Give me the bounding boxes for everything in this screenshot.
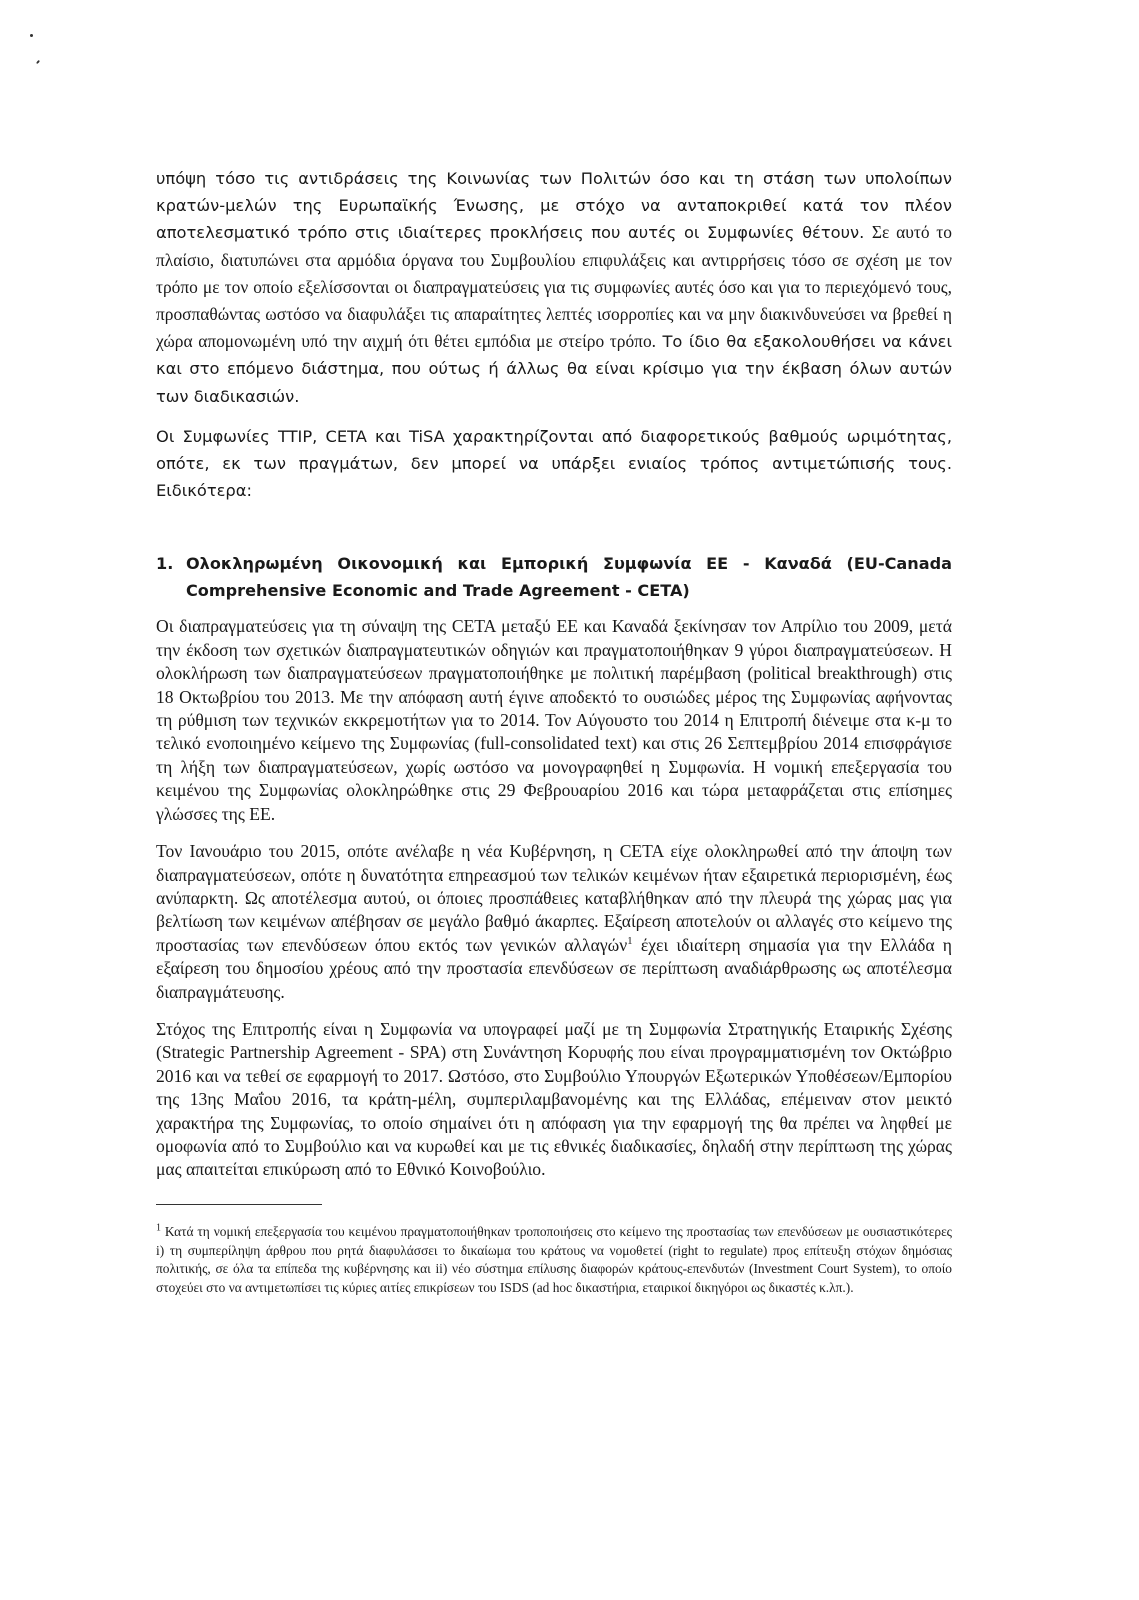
intro-paragraph-2: Οι Συμφωνίες TTIP, CETA και TiSA χαρακτηρίζονται από διαφορετικούς βαθμούς ωριμότητας, οπότε, εκ των πραγμάτων, δεν μπορεί να υπάρξει ενιαίος τρόπος αντιμετώπισής τους. Ειδικότερα: bbox=[156, 426, 952, 501]
section-heading bbox=[156, 550, 952, 604]
section-body bbox=[156, 615, 952, 1181]
intro-paragraph-1-sans: υπόψη τόσο τις αντιδράσεις της Κοινωνίας των Πολιτών όσο και τη στάση των υπολοίπων κρατών-μελών της Ευρωπαϊκής Ένωσης, με στόχο να ανταποκριθεί κατά τον πλέον αποτελεσματικό τρόπο στις ιδιαίτερες προκλήσεις που αυτές οι Συμφωνίες θέτουν. bbox=[156, 169, 952, 243]
footnote bbox=[156, 1223, 952, 1298]
footnote-text: Κατά τη νομική επεξεργασία του κειμένου πραγματοποιήθηκαν τροποποιήσεις στο κείμενο της προστασίας των επενδύσεων με ουσιαστικότερες i) τη συμπερίληψη άρθρου που ρητά διαφυλάσσει το δικαίωμα του κράτους να νομοθετεί (right to regulate) προς επίτευξη στόχων δημόσιας πολιτικής, σε όλα τα επίπεδα της κυβέρνησης και ii) νέο σύστημα επίλυσης διαφορών κράτους-επενδυτών (Investment Court System), το οποίο στοχεύει στο να αντιμετωπίσει τις κύριες αιτίες επικρίσεων του ISDS (ad hoc δικαστήρια, εταιρικοί δικηγόροι ως δικαστές κ.λπ.). bbox=[156, 1223, 952, 1296]
body-paragraph-1: Οι διαπραγματεύσεις για τη σύναψη της CETA μεταξύ ΕΕ και Καναδά ξεκίνησαν τον Απρίλιο του 2009, μετά την έκδοση των σχετικών διαπραγματευτικών οδηγιών και πραγματοποιήθηκαν 9 γύροι διαπραγματεύσεων. Η ολοκλήρωση των διαπραγματεύσεων πραγματοποιήθηκε με πολιτική παρέμβαση (political breakthrough) στις 18 Οκτωβρίου του 2013. Με την απόφαση αυτή έγινε αποδεκτό το ουσιώδες μέρος της Συμφωνίας αφήνοντας τη ρύθμιση των τεχνικών εκκρεμοτήτων για το 2014. Τον Αύγουστο του 2014 η Επιτροπή διένειμε στα κ-μ το τελικό ενοποιημένο κείμενο της Συμφωνίας (full-consolidated text) και στις 26 Σεπτεμβρίου 2014 επισφράγισε τη λήξη των διαπραγματεύσεων, χωρίς ωστόσο να μονογραφηθεί η Συμφωνία. Η νομική επεξεργασία του κειμένου της Συμφωνίας ολοκληρώθηκε στις 29 Φεβρουαρίου 2016 και τώρα μεταφράζεται στις επίσημες γλώσσες της ΕΕ. bbox=[156, 616, 952, 824]
footnote-reference: 1 bbox=[627, 934, 633, 947]
scan-tick-mark bbox=[36, 60, 40, 64]
intro-paragraph-1 bbox=[156, 165, 952, 410]
footnote-marker: 1 bbox=[156, 1222, 161, 1234]
intro-section bbox=[156, 165, 952, 504]
body-paragraph-2-end: έχει ιδιαίτερη σημασία για την Ελλάδα η εξαίρεση του δημοσίου χρέους από την προστασία επενδύσεων σε περίπτωση αναδιάρθρωσης ως αποτέλεσμα διαπραγμάτευσης. bbox=[156, 934, 952, 1002]
scan-dot-mark bbox=[30, 34, 33, 37]
body-paragraph-2 bbox=[156, 840, 952, 1004]
footnote-separator bbox=[156, 1204, 322, 1205]
document-page bbox=[156, 165, 952, 1298]
body-paragraph-3: Στόχος της Επιτροπής είναι η Συμφωνία να υπογραφεί μαζί με τη Συμφωνία Στρατηγικής Εταιρικής Σχέσης (Strategic Partnership Agreement - SPA) στη Συνάντηση Κορυφής που είναι προγραμματισμένη τον Οκτώβριο 2016 και να τεθεί σε εφαρμογή το 2017. Ωστόσο, στο Συμβούλιο Υπουργών Εξωτερικών Υποθέσεων/Εμπορίου της 13ης Μαΐου 2016, τα κράτη-μέλη, συμπεριλαμβανομένης και της Ελλάδας, επέμειναν στον μεικτό χαρακτήρα της Συμφωνίας, το οποίο σημαίνει ότι η απόφαση για την εφαρμογή της θα πρέπει να ληφθεί με ομοφωνία από το Συμβούλιο και να κυρωθεί και με τις εθνικές διαδικασίες, δηλαδή στην περίπτωση της χώρας μας απαιτείται επικύρωση από το Εθνικό Κοινοβούλιο. bbox=[156, 1018, 952, 1180]
intro-paragraph-1-tail: Το ίδιο θα εξακολουθήσει να κάνει και στο επόμενο διάστημα, που ούτως ή άλλως θα είναι κρίσιμο για την έκβαση όλων αυτών των διαδικασιών. bbox=[156, 332, 952, 406]
section-number: 1. bbox=[156, 554, 174, 574]
intro-paragraph-1-serif: Σε αυτό το πλαίσιο, διατυπώνει στα αρμόδια όργανα του Συμβουλίου επιφυλάξεις και αντιρρήσεις τόσο σε σχέση με τον τρόπο με τον οποίο εξελίσσονται οι διαπραγματεύσεις για τις συμφωνίες αυτές όσο και για το περιεχόμενό τους, προσπαθώντας ωστόσο να διαφυλάξει τις απαραίτητες λεπτές ισορροπίες και να μην διακινδυνεύσει να βρεθεί η χώρα απομονωμένη υπό την αιχμή ότι θέτει εμπόδια με στείρο τρόπο. bbox=[156, 222, 952, 352]
section-title: Ολοκληρωμένη Οικονομική και Εμπορική Συμφωνία ΕΕ - Καναδά (EU-Canada Comprehensive Economic and Trade Agreement - CETA) bbox=[186, 554, 952, 601]
body-paragraph-2-start: Τον Ιανουάριο του 2015, οπότε ανέλαβε η νέα Κυβέρνηση, η CETA είχε ολοκληρωθεί από την άποψη των διαπραγματεύσεων, οπότε η δυνατότητα επηρεασμού των τελικών κειμένων ήταν εξαιρετικά περιορισμένη, έως ανύπαρκτη. Ως αποτέλεσμα αυτού, οι όποιες προσπάθειες καταβλήθηκαν από την πλευρά της χώρας μας για βελτίωση των κειμένων απέβησαν σε μεγάλο βαθμό άκαρπες. Εξαίρεση αποτελούν οι αλλαγές στο κείμενο της προστασίας των επενδύσεων όπου εκτός των γενικών αλλαγών bbox=[156, 841, 952, 955]
